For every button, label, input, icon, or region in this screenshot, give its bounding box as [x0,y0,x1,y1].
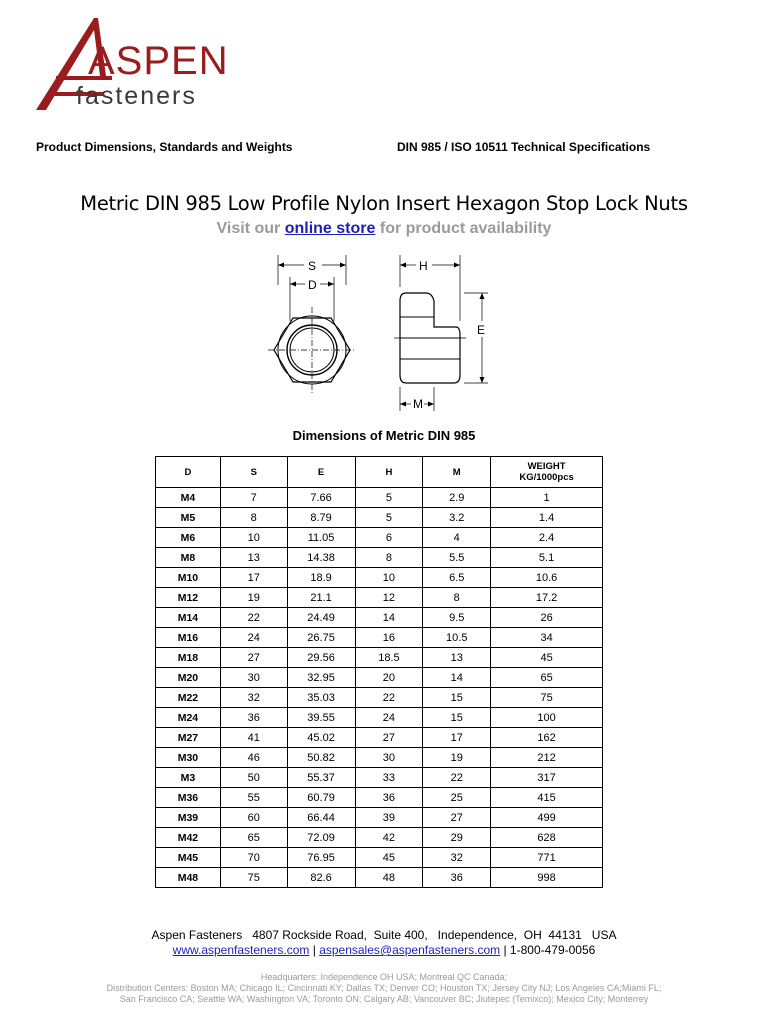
footer-address: Aspen Fasteners 4807 Rockside Road, Suite 400, Independence, OH 44131 USA [151,928,617,942]
value-cell: 21.1 [287,588,355,608]
size-cell: M18 [156,648,221,668]
size-cell: M22 [156,688,221,708]
value-cell: 5.1 [491,548,603,568]
value-cell: 14 [423,668,491,688]
value-cell: 19 [220,588,287,608]
table-row [156,728,603,748]
size-cell: M24 [156,708,221,728]
value-cell: 317 [491,768,603,788]
value-cell: 22 [355,688,423,708]
table-row [156,808,603,828]
value-cell: 100 [491,708,603,728]
table-row [156,688,603,708]
value-cell: 771 [491,848,603,868]
value-cell: 36 [220,708,287,728]
hq-line-1: Headquarters: Independence OH USA; Montreal QC Canada; [260,972,508,982]
value-cell: 3.2 [423,508,491,528]
header-left-text: Product Dimensions, Standards and Weights [36,140,293,154]
table-row [156,748,603,768]
value-cell: 10 [220,528,287,548]
value-cell: 16 [355,628,423,648]
value-cell: 29.56 [287,648,355,668]
size-cell: M20 [156,668,221,688]
value-cell: 15 [423,688,491,708]
header-right-text: DIN 985 / ISO 10511 Technical Specifications [397,140,651,154]
table-row [156,828,603,848]
value-cell: 66.44 [287,808,355,828]
hq-line-3: San Francisco CA; Seattle WA; Washington VA; Toronto ON; Calgary AB; Vancouver BC; Jiutepec (Temixco); Mexico City; Monterrey [119,994,649,1004]
value-cell: 27 [355,728,423,748]
value-cell: 22 [220,608,287,628]
size-cell: M42 [156,828,221,848]
value-cell: 50 [220,768,287,788]
value-cell: 499 [491,808,603,828]
value-cell: 46 [220,748,287,768]
value-cell: 13 [220,548,287,568]
table-title: Dimensions of Metric DIN 985 [292,428,476,443]
table-row [156,868,603,888]
value-cell: 8 [220,508,287,528]
size-cell: M4 [156,488,221,508]
value-cell: 2.4 [491,528,603,548]
value-cell: 20 [355,668,423,688]
size-cell: M5 [156,508,221,528]
visit-suffix: for product availability [379,220,552,237]
size-cell: M45 [156,848,221,868]
value-cell: 33 [355,768,423,788]
value-cell: 55 [220,788,287,808]
contact-separator: | [309,943,320,957]
footer-contact-line [0,943,768,957]
table-row [156,508,603,528]
value-cell: 65 [491,668,603,688]
value-cell: 45 [491,648,603,668]
value-cell: 70 [220,848,287,868]
value-cell: 18.9 [287,568,355,588]
value-cell: 628 [491,828,603,848]
value-cell: 6.5 [423,568,491,588]
value-cell: 24 [355,708,423,728]
phone-number: | 1-800-479-0056 [500,943,596,957]
size-cell: M16 [156,628,221,648]
dimensions-table [155,456,603,888]
value-cell: 34 [491,628,603,648]
value-cell: 30 [220,668,287,688]
value-cell: 17 [423,728,491,748]
value-cell: 27 [423,808,491,828]
value-cell: 17.2 [491,588,603,608]
value-cell: 76.95 [287,848,355,868]
size-cell: M36 [156,788,221,808]
value-cell: 19 [423,748,491,768]
value-cell: 415 [491,788,603,808]
size-cell: M6 [156,528,221,548]
value-cell: 14 [355,608,423,628]
size-cell: M27 [156,728,221,748]
value-cell: 25 [423,788,491,808]
size-cell: M48 [156,868,221,888]
value-cell: 7 [220,488,287,508]
visit-prefix: Visit our [216,220,281,237]
header-cell: S [220,457,287,488]
dim-label-h: H [419,259,428,273]
value-cell: 9.5 [423,608,491,628]
value-cell: 32 [423,848,491,868]
table-row [156,628,603,648]
dim-label-m: M [413,397,423,411]
table-header-row [156,457,603,488]
value-cell: 55.37 [287,768,355,788]
table-row [156,528,603,548]
size-cell: M12 [156,588,221,608]
value-cell: 14.38 [287,548,355,568]
value-cell: 30 [355,748,423,768]
logo-brand-text: ASPEN [88,39,229,83]
table-row [156,788,603,808]
value-cell: 7.66 [287,488,355,508]
size-cell: M10 [156,568,221,588]
table-row [156,548,603,568]
header-cell: E [287,457,355,488]
value-cell: 8 [423,588,491,608]
online-store-link[interactable]: online store [284,220,376,237]
value-cell: 5.5 [423,548,491,568]
value-cell: 13 [423,648,491,668]
value-cell: 75 [491,688,603,708]
value-cell: 17 [220,568,287,588]
value-cell: 45.02 [287,728,355,748]
value-cell: 10.6 [491,568,603,588]
page-title: Metric DIN 985 Low Profile Nylon Insert Hexagon Stop Lock Nuts [80,192,688,215]
size-cell: M14 [156,608,221,628]
value-cell: 1 [491,488,603,508]
value-cell: 42 [355,828,423,848]
value-cell: 12 [355,588,423,608]
table-row [156,668,603,688]
value-cell: 212 [491,748,603,768]
logo-sub-text: fasteners [76,82,197,110]
website-link[interactable]: www.aspenfasteners.com [172,943,310,957]
value-cell: 4 [423,528,491,548]
header-cell: M [423,457,491,488]
value-cell: 50.82 [287,748,355,768]
value-cell: 2.9 [423,488,491,508]
table-row [156,848,603,868]
value-cell: 26.75 [287,628,355,648]
value-cell: 72.09 [287,828,355,848]
value-cell: 36 [355,788,423,808]
value-cell: 27 [220,648,287,668]
value-cell: 24.49 [287,608,355,628]
table-row [156,648,603,668]
table-row [156,588,603,608]
value-cell: 48 [355,868,423,888]
size-cell: M3 [156,768,221,788]
value-cell: 75 [220,868,287,888]
table-row [156,768,603,788]
value-cell: 26 [491,608,603,628]
table-row [156,488,603,508]
value-cell: 65 [220,828,287,848]
size-cell: M8 [156,548,221,568]
value-cell: 5 [355,488,423,508]
hq-line-2: Distribution Centers: Boston MA; Chicago IL; Cincinnati KY; Dallas TX; Denver CO; Houston TX; Jersey City NJ; Los Angeles CA;Miami FL; [106,983,662,993]
value-cell: 39 [355,808,423,828]
value-cell: 5 [355,508,423,528]
value-cell: 10 [355,568,423,588]
dim-label-d: D [308,278,317,292]
dim-label-e: E [477,323,486,337]
value-cell: 11.05 [287,528,355,548]
value-cell: 32.95 [287,668,355,688]
value-cell: 162 [491,728,603,748]
value-cell: 24 [220,628,287,648]
value-cell: 22 [423,768,491,788]
locations-block [0,972,768,1005]
size-cell: M30 [156,748,221,768]
visit-store-line [0,220,768,238]
value-cell: 82.6 [287,868,355,888]
value-cell: 1.4 [491,508,603,528]
value-cell: 6 [355,528,423,548]
value-cell: 8.79 [287,508,355,528]
size-cell: M39 [156,808,221,828]
value-cell: 35.03 [287,688,355,708]
dim-label-s: S [308,259,317,273]
table-row [156,608,603,628]
value-cell: 8 [355,548,423,568]
value-cell: 45 [355,848,423,868]
value-cell: 39.55 [287,708,355,728]
value-cell: 18.5 [355,648,423,668]
value-cell: 36 [423,868,491,888]
header-cell: H [355,457,423,488]
value-cell: 60.79 [287,788,355,808]
header-cell: D [156,457,221,488]
value-cell: 29 [423,828,491,848]
aspen-fasteners-logo [34,16,254,116]
value-cell: 32 [220,688,287,708]
email-link[interactable]: aspensales@aspenfasteners.com [319,943,501,957]
value-cell: 60 [220,808,287,828]
nut-technical-drawing [260,255,500,415]
value-cell: 41 [220,728,287,748]
table-row [156,568,603,588]
value-cell: 10.5 [423,628,491,648]
value-cell: 998 [491,868,603,888]
table-body [156,488,603,888]
table-row [156,708,603,728]
header-cell: WEIGHT KG/1000pcs [491,457,603,488]
value-cell: 15 [423,708,491,728]
